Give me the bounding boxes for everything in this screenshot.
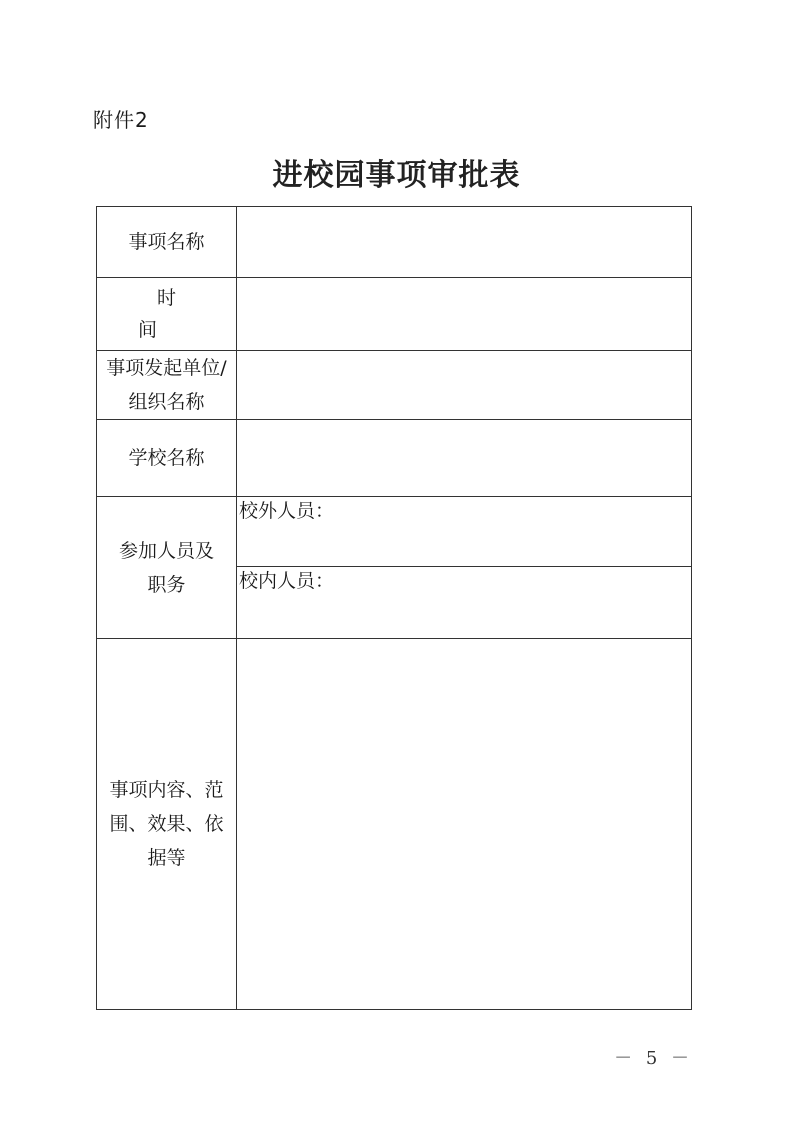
school-name-field[interactable] (237, 420, 692, 497)
initiator-label (104, 351, 228, 419)
school-name-label: 学校名称 (97, 420, 237, 497)
content-label-line2: 围、效果、依 (109, 813, 224, 835)
item-name-label: 事项名称 (97, 207, 237, 278)
row-content (97, 639, 692, 1010)
approval-form-table (96, 206, 692, 1010)
content-label-line3: 据等 (147, 847, 186, 869)
page-title: 进校园事项审批表 (272, 158, 521, 193)
row-time (97, 278, 692, 351)
initiator-label-cell (97, 351, 237, 420)
row-school-name (97, 420, 692, 497)
row-item-name (97, 207, 692, 278)
content-field[interactable] (237, 639, 692, 1010)
external-personnel-label: 校外人员： (239, 500, 335, 522)
initiator-label-line2: 组织名称 (128, 391, 205, 413)
initiator-field[interactable] (237, 351, 692, 420)
row-participants-external (97, 497, 692, 567)
internal-personnel-field[interactable] (237, 567, 692, 639)
time-field[interactable] (237, 278, 692, 351)
initiator-label-line1: 事项发起单位/ (106, 357, 227, 379)
item-name-field[interactable] (237, 207, 692, 278)
time-label-cell (97, 278, 237, 351)
attachment-label: 附件2 (93, 108, 149, 132)
page-number: － 5 － (614, 1048, 693, 1069)
row-initiator (97, 351, 692, 420)
participants-label-cell (97, 497, 237, 639)
participants-label (117, 534, 216, 602)
internal-personnel-label: 校内人员： (239, 570, 335, 592)
content-label-cell (97, 639, 237, 1010)
content-label (107, 773, 225, 875)
participants-label-line1: 参加人员及 (118, 539, 214, 562)
participants-label-line2: 职务 (147, 573, 186, 596)
content-label-line1: 事项内容、范 (109, 779, 224, 801)
time-label: 时间 (137, 287, 214, 341)
external-personnel-field[interactable] (237, 497, 692, 567)
